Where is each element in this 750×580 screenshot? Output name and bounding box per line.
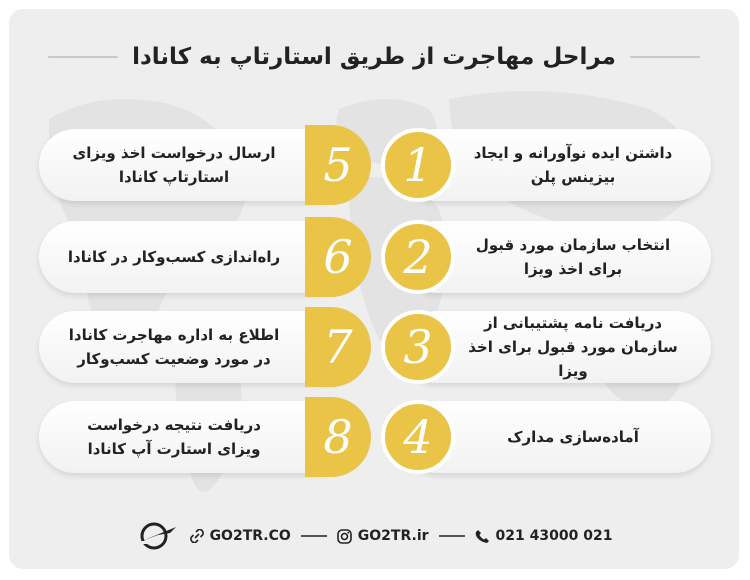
instagram-text: GO2TR.ir	[357, 528, 429, 544]
link-icon	[190, 529, 204, 543]
step-8-number: 8	[323, 410, 353, 464]
instagram-icon	[337, 529, 352, 544]
step-2-number: 2	[403, 230, 433, 284]
step-7-card	[39, 311, 349, 383]
step-8-card	[39, 401, 349, 473]
footer-instagram[interactable]	[337, 528, 429, 544]
airplane-logo-icon	[136, 521, 180, 551]
step-6-card	[39, 221, 349, 293]
step-5-number: 5	[323, 138, 353, 192]
step-3-number: 3	[403, 320, 433, 374]
step-7-number: 7	[323, 320, 353, 374]
step-5-card	[39, 129, 349, 201]
step-6-number: 6	[323, 230, 353, 284]
footer-separator	[439, 535, 465, 537]
step-3-text: دریافت نامه پشتیبانی از سازمان مورد قبول برای اخذ ویزا	[468, 314, 678, 380]
step-7-text: اطلاع به اداره مهاجرت کانادا در مورد وضعیت کسب‌وکار	[68, 326, 280, 368]
footer-separator	[301, 535, 327, 537]
logo	[136, 521, 180, 551]
phone-icon	[475, 529, 490, 544]
step-5-text: ارسال درخواست اخذ ویزای استارتاپ کانادا	[72, 144, 276, 186]
title-divider-right	[630, 56, 700, 58]
title-divider-left	[48, 56, 118, 58]
step-1-badge	[381, 128, 455, 202]
title-bar	[9, 37, 739, 77]
step-6-text: راه‌اندازی کسب‌وکار در کانادا	[67, 248, 281, 266]
step-8-text: دریافت نتیجه درخواست ویزای استارت آپ کانادا	[87, 416, 261, 458]
step-2-badge	[381, 220, 455, 294]
infographic-frame	[9, 9, 739, 569]
step-3-badge	[381, 310, 455, 384]
step-4-text: آماده‌سازی مدارک	[507, 428, 639, 446]
phone-text: 021 43000 021	[495, 528, 613, 544]
page-title: مراحل مهاجرت از طریق استارتاپ به کانادا	[132, 44, 616, 70]
step-2-text: انتخاب سازمان مورد قبول برای اخذ ویزا	[475, 236, 671, 278]
step-1-number: 1	[403, 138, 433, 192]
step-4-number: 4	[403, 410, 433, 464]
step-1-text: داشتن ایده نوآورانه و ایجاد بیزینس پلن	[473, 144, 673, 186]
footer-website[interactable]	[190, 528, 291, 544]
website-text: GO2TR.CO	[209, 528, 291, 544]
step-4-badge	[381, 400, 455, 474]
footer-phone[interactable]	[475, 528, 613, 544]
footer-bar	[9, 515, 739, 557]
